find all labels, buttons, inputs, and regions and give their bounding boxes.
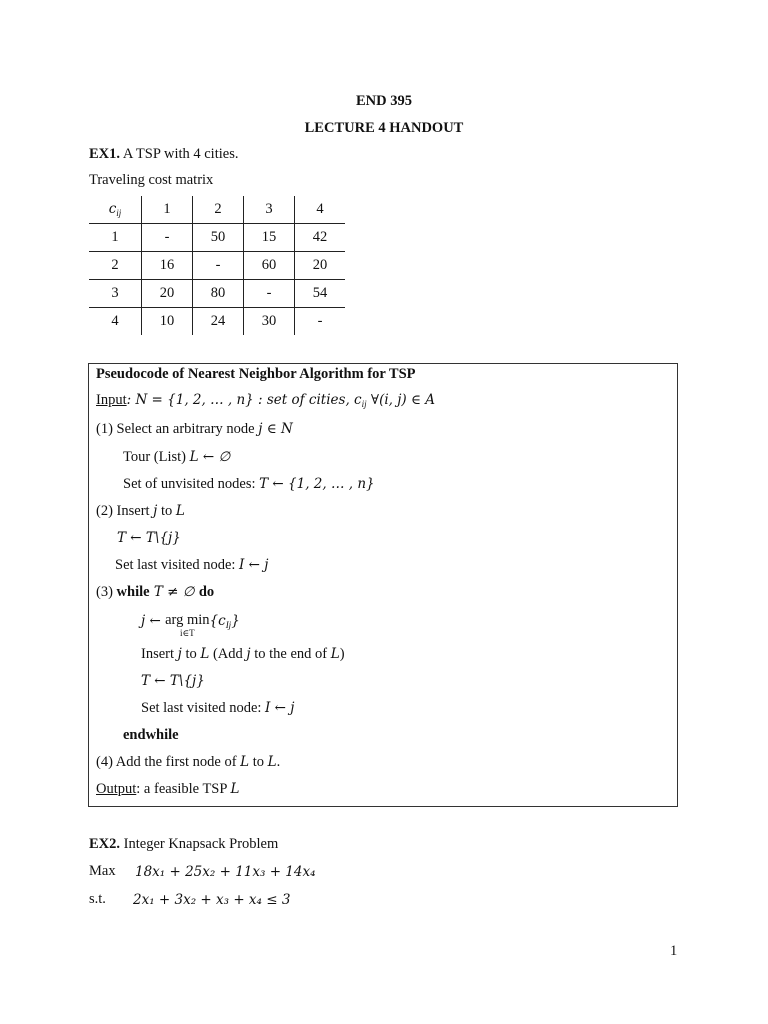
step-2b: Set last visited node: I ← j xyxy=(115,557,269,573)
table-cell: - xyxy=(193,252,244,280)
step-3a: j ← arg min i∈T $\{c_{Ij}\}$ xyxy=(141,612,240,638)
step-1b: Set of unvisited nodes: T ← {1, 2, … , n} xyxy=(123,476,375,492)
ex1-label: EX1. xyxy=(89,146,121,162)
pseudocode-box xyxy=(88,363,678,807)
row-header: 1 xyxy=(89,224,142,252)
input-label: Input xyxy=(96,392,127,408)
course-code: END 395 xyxy=(356,93,412,109)
table-cell: 54 xyxy=(295,280,346,308)
step-3b: Insert j to L (Add j to the end of L) xyxy=(141,646,345,662)
input-set: : N = {1, 2, … , n} : set of cities, xyxy=(126,392,355,408)
table-row xyxy=(89,280,345,308)
table-cell: 24 xyxy=(193,308,244,336)
table-row xyxy=(89,308,345,336)
output-label: Output xyxy=(96,781,137,797)
row-header: 2 xyxy=(89,252,142,280)
table-row xyxy=(89,252,345,280)
step-3d: Set last visited node: I ← j xyxy=(141,700,295,716)
ex1-text: A TSP with 4 cities. xyxy=(122,146,239,162)
endwhile-keyword: endwhile xyxy=(123,727,179,743)
row-header: 4 xyxy=(89,308,142,336)
step-3c: T ← T\{j} xyxy=(141,673,205,689)
column-header: 4 xyxy=(295,196,346,224)
corner-cell: $c_{ij}$ xyxy=(108,201,122,218)
matrix-caption: Traveling cost matrix xyxy=(89,172,214,188)
table-cell: 16 xyxy=(142,252,193,280)
step-1: (1) Select an arbitrary node j ∈ N xyxy=(96,421,293,437)
step-4: (4) Add the first node of L to L. xyxy=(96,754,281,770)
step-1a: Tour (List) L ← ∅ xyxy=(123,449,231,465)
table-cell: 10 xyxy=(142,308,193,336)
argmin: arg min i∈T xyxy=(165,612,210,638)
table-cell: - xyxy=(295,308,346,336)
table-cell: 30 xyxy=(244,308,295,336)
constraint: 2x₁ + 3x₂ + x₃ + x₄ ≤ 3 xyxy=(133,892,291,908)
algo-output-line: Output: a feasible TSP L xyxy=(96,781,240,797)
ex2-heading xyxy=(89,836,278,853)
objective-function: 18x₁ + 25x₂ + 11x₃ + 14x₄ xyxy=(135,864,316,880)
table-cell: 20 xyxy=(142,280,193,308)
column-header: 1 xyxy=(142,196,193,224)
table-cell: 20 xyxy=(295,252,346,280)
ex2-label: EX2. xyxy=(89,836,121,852)
ex2-text: Integer Knapsack Problem xyxy=(123,836,279,852)
max-label: Max xyxy=(89,863,116,879)
algo-input-line: Input: N = {1, 2, … , n} : set of cities, $c_{ij}$ ∀(i, j) ∈ A xyxy=(96,392,436,409)
algo-title: Pseudocode of Nearest Neighbor Algorithm for TSP xyxy=(96,366,416,382)
step-3: (3) while T ≠ ∅ do xyxy=(96,584,215,600)
step-2a: T ← T\{j} xyxy=(117,530,181,546)
table-cell: 42 xyxy=(295,224,346,252)
column-header: 2 xyxy=(193,196,244,224)
handout-title: LECTURE 4 HANDOUT xyxy=(304,120,464,136)
column-header: 3 xyxy=(244,196,295,224)
table-cell: - xyxy=(142,224,193,252)
table-header-row xyxy=(89,196,345,224)
table-cell: 50 xyxy=(193,224,244,252)
page-number: 1 xyxy=(670,943,678,959)
table-cell: - xyxy=(244,280,295,308)
table-cell: 60 xyxy=(244,252,295,280)
table-cell: 15 xyxy=(244,224,295,252)
step-2: (2) Insert j to L xyxy=(96,503,185,519)
ex1-heading xyxy=(89,146,238,163)
st-label: s.t. xyxy=(89,891,106,907)
table-cell: 80 xyxy=(193,280,244,308)
table-row xyxy=(89,224,345,252)
cost-matrix-table xyxy=(89,196,345,335)
row-header: 3 xyxy=(89,280,142,308)
